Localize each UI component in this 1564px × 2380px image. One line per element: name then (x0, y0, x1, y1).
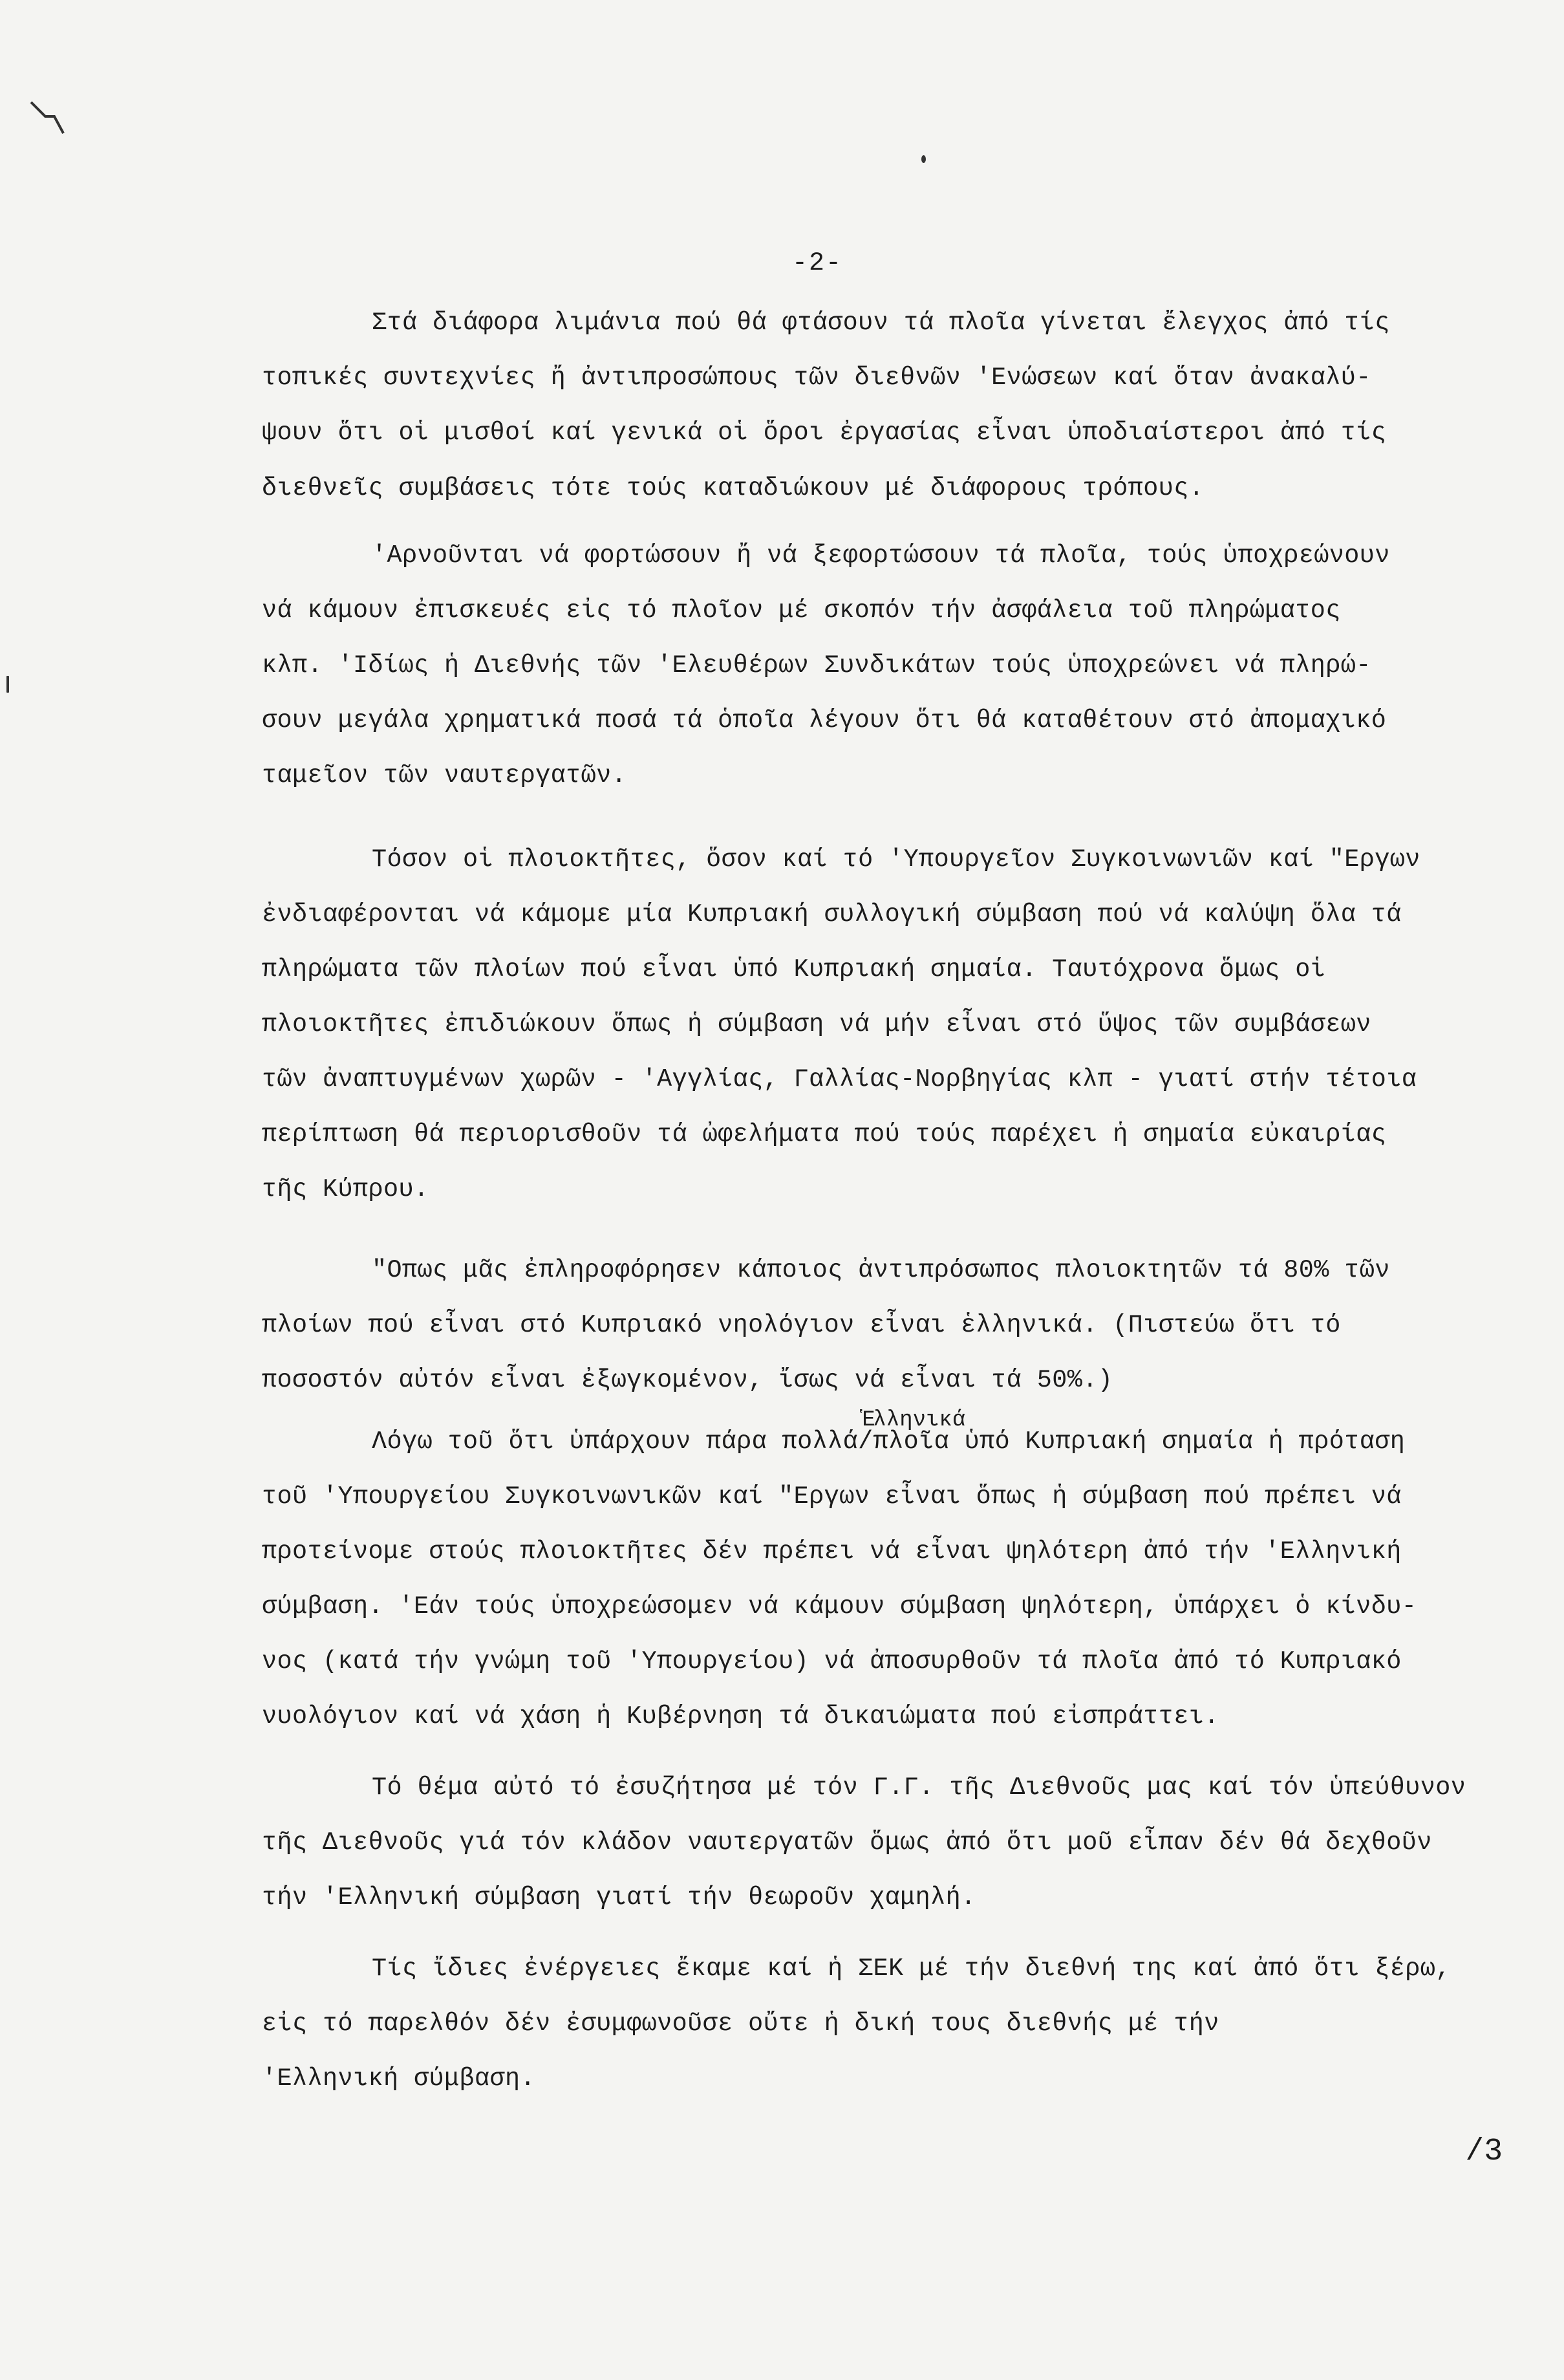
text-line: Στά διάφορα λιμάνια πού θά φτάσουν τά πλοῖα γίνεται ἔλεγχος ἀπό τίς (372, 308, 1390, 337)
text-line: τήν 'Ελληνική σύμβαση γιατί τήν θεωροῦν χαμηλή. (262, 1883, 976, 1912)
text-line: τῆς Κύπρου. (262, 1175, 429, 1204)
text-line: ἐνδιαφέρονται νά κάμομε μία Κυπριακή συλλογική σύμβαση πού νά καλύψη ὅλα τά (262, 900, 1402, 929)
text-line: 'Ελληνική σύμβαση. (262, 2064, 536, 2093)
page-number: -2- (792, 249, 843, 278)
text-line: πληρώματα τῶν πλοίων πού εἶναι ὑπό Κυπριακή σημαία. Ταυτόχρονα ὅμως οἱ (262, 955, 1326, 984)
text-line: εἰς τό παρελθόν δέν ἐσυμφωνοῦσε οὔτε ἡ δική τους διεθνής μέ τήν (262, 2009, 1219, 2038)
text-line: κλπ. 'Ιδίως ἡ Διεθνής τῶν 'Ελευθέρων Συνδικάτων τούς ὑποχρεώνει νά πληρώ- (262, 651, 1371, 680)
text-line: πλοίων πού εἶναι στό Κυπριακό νηολόγιον εἶναι ἑλληνικά. (Πιστεύω ὅτι τό (262, 1311, 1341, 1339)
text-line: ψουν ὅτι οἱ μισθοί καί γενικά οἱ ὅροι ἐργασίας εἶναι ὑποδιαίστεροι ἀπό τίς (262, 418, 1387, 447)
text-line: πλοιοκτῆτες ἐπιδιώκουν ὅπως ἡ σύμβαση νά μήν εἶναι στό ὕψος τῶν συμβάσεων (262, 1010, 1371, 1039)
corner-mark-icon (26, 97, 71, 142)
text-line: τοῦ 'Υπουργείου Συγκοινωνικῶν καί "Εργων εἶναι ὅπως ἡ σύμβαση πού πρέπει νά (262, 1482, 1402, 1511)
text-line: ποσοστόν αὐτόν εἶναι ἐξωγκομένον, ἴσως νά εἶναι τά 50%.) (262, 1366, 1113, 1394)
continuation-marker: /3 (1465, 2134, 1503, 2169)
text-line: Τό θέμα αὐτό τό ἐσυζήτησα μέ τόν Γ.Γ. τῆς Διεθνοῦς μας καί τόν ὑπεύθυνον (372, 1773, 1466, 1802)
stray-dot (921, 155, 926, 163)
text-line: προτείνομε στούς πλοιοκτῆτες δέν πρέπει νά εἶναι ψηλότερη ἀπό τήν 'Ελληνική (262, 1537, 1402, 1566)
text-line: σύμβαση. 'Εάν τούς ὑποχρεώσομεν νά κάμουν σύμβαση ψηλότερη, ὑπάρχει ὁ κίνδυ- (262, 1592, 1417, 1621)
text-line: Λόγω τοῦ ὅτι ὑπάρχουν πάρα πολλά/πλοῖα ὑπό Κυπριακή σημαία ἡ πρόταση (372, 1427, 1406, 1456)
text-line: περίπτωση θά περιορισθοῦν τά ὠφελήματα πού τούς παρέχει ἡ σημαία εὐκαιρίας (262, 1120, 1387, 1149)
text-line: νά κάμουν ἐπισκευές εἰς τό πλοῖον μέ σκοπόν τήν ἀσφάλεια τοῦ πληρώματος (262, 596, 1341, 625)
text-line: τοπικές συντεχνίες ἤ ἀντιπροσώπους τῶν διεθνῶν 'Ενώσεων καί ὅταν ἀνακαλύ- (262, 363, 1371, 392)
margin-tick (6, 676, 9, 693)
text-line: τῆς Διεθνοῦς γιά τόν κλάδον ναυτεργατῶν ὅμως ἀπό ὅτι μοῦ εἶπαν δέν θά δεχθοῦν (262, 1828, 1432, 1857)
handwritten-insertion: Ἑλληνικά (860, 1408, 966, 1433)
text-line: Τόσον οἱ πλοιοκτῆτες, ὅσον καί τό 'Υπουργεῖον Συγκοινωνιῶν καί "Εργων (372, 845, 1420, 874)
text-line: νος (κατά τήν γνώμη τοῦ 'Υπουργείου) νά ἀποσυρθοῦν τά πλοῖα ἀπό τό Κυπριακό (262, 1647, 1402, 1676)
text-line: νυολόγιον καί νά χάση ἡ Κυβέρνηση τά δικαιώματα πού εἰσπράττει. (262, 1702, 1219, 1731)
text-line: "Οπως μᾶς ἐπληροφόρησεν κάποιος ἀντιπρόσωπος πλοιοκτητῶν τά 80% τῶν (372, 1256, 1390, 1284)
text-line: ταμεῖον τῶν ναυτεργατῶν. (262, 761, 627, 790)
text-line: 'Αρνοῦνται νά φορτώσουν ἤ νά ξεφορτώσουν τά πλοῖα, τούς ὑποχρεώνουν (372, 541, 1390, 570)
text-line: διεθνεῖς συμβάσεις τότε τούς καταδιώκουν μέ διάφορους τρόπους. (262, 474, 1205, 503)
text-line: σουν μεγάλα χρηματικά ποσά τά ὁποῖα λέγουν ὅτι θά καταθέτουν στό ἀπομαχικό (262, 706, 1387, 735)
text-line: τῶν ἀναπτυγμένων χωρῶν - 'Αγγλίας, Γαλλίας-Νορβηγίας κλπ - γιατί στήν τέτοια (262, 1065, 1417, 1094)
text-line: Τίς ἴδιες ἐνέργειες ἔκαμε καί ἡ ΣΕΚ μέ τήν διεθνή της καί ἀπό ὅτι ξέρω, (372, 1954, 1451, 1983)
